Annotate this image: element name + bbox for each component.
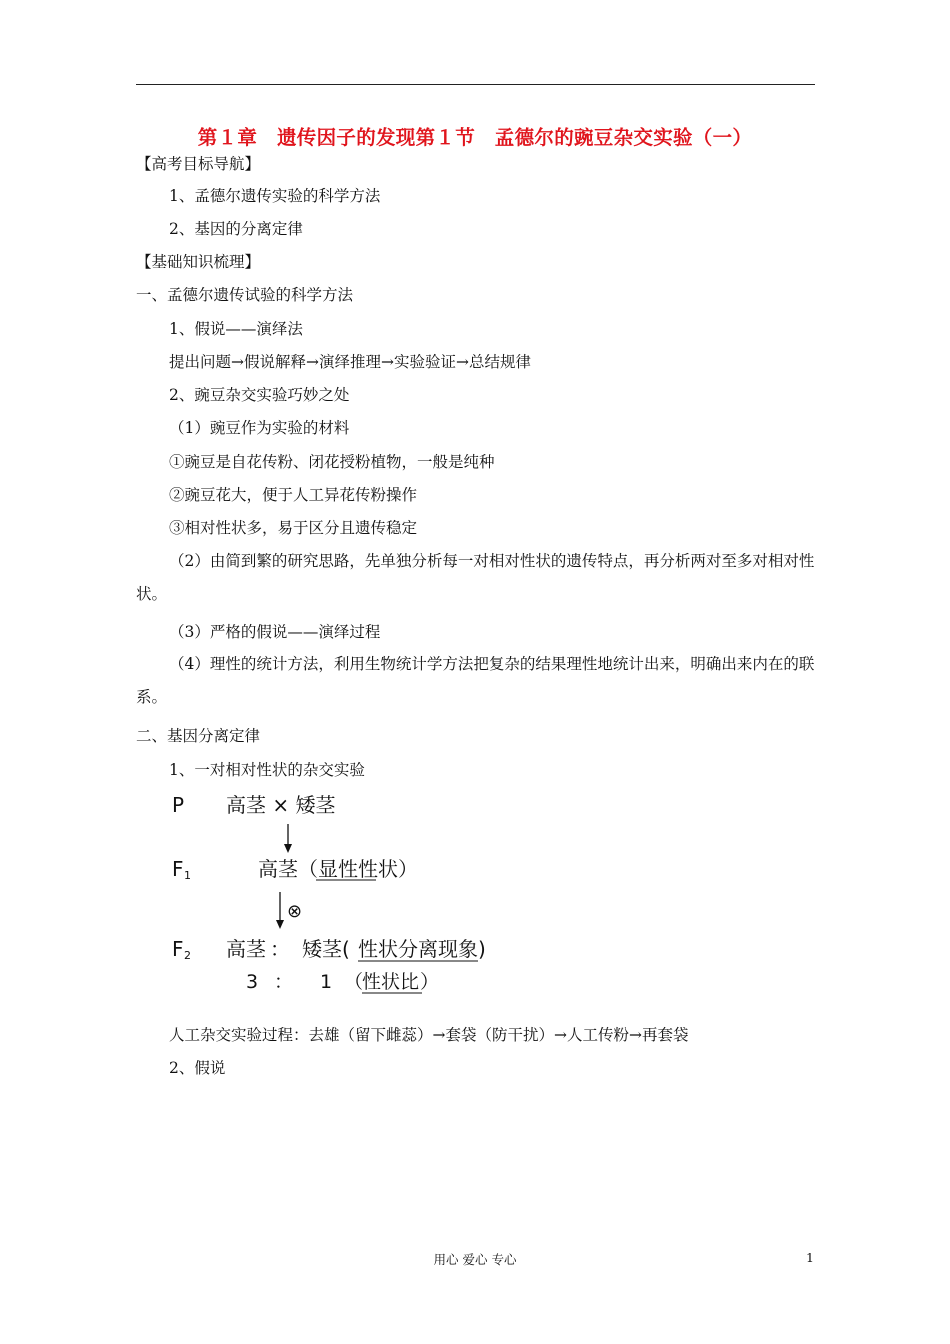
section-heading-two: 二、基因分离定律 [136, 727, 261, 745]
selfing-icon: ⊗ [287, 901, 303, 922]
paragraph: （2）由简到繁的研究思路，先单独分析每一对相对性状的遗传特点，再分析两对至多对相对性状。 [136, 552, 815, 603]
list-item: ①豌豆是自花传粉、闭花授粉植物，一般是纯种 [169, 453, 495, 471]
list-item: 1、假说——演绎法 [169, 320, 303, 338]
ratio-open-paren: （ [344, 971, 364, 993]
list-item: 1、一对相对性状的杂交实验 [169, 761, 365, 779]
section-heading-exam-goals: 【高考目标导航】 [136, 155, 261, 173]
list-item: 1、孟德尔遗传实验的科学方法 [169, 187, 381, 205]
f2-close-paren: ) [478, 937, 486, 961]
ratio-note: 性状比 [362, 971, 420, 993]
list-item: 2、豌豆杂交实验巧妙之处 [169, 386, 350, 404]
f2-colon: ： [270, 937, 290, 961]
f2-tall-text: 高茎 [226, 937, 266, 961]
page-footer: 用心 爱心 专心 [433, 1252, 517, 1267]
arrowhead-icon [284, 844, 292, 853]
header-rule [136, 84, 815, 85]
f1-generation-label: F [172, 857, 184, 881]
page-number: 1 [806, 1250, 814, 1265]
f2-segregation-note: 性状分离现象 [358, 937, 478, 961]
f1-result-text: 高茎（显性性状） [258, 857, 418, 881]
arrowhead-icon [276, 920, 284, 929]
text-line: 提出问题→假说解释→演绎推理→实验验证→总结规律 [169, 353, 531, 371]
list-item: ③相对性状多，易于区分且遗传稳定 [169, 519, 418, 537]
ratio-3: 3 [246, 971, 259, 993]
section-heading-one: 一、孟德尔遗传试验的科学方法 [136, 286, 354, 304]
ratio-colon: ： [274, 971, 294, 993]
p-cross-text: 高茎 × 矮茎 [226, 793, 336, 817]
ratio-close-paren: ） [420, 971, 440, 993]
f2-generation-label: F [172, 937, 184, 961]
list-item: 2、基因的分离定律 [169, 220, 303, 238]
list-item: （1）豌豆作为实验的材料 [169, 419, 350, 437]
f1-subscript: 1 [184, 869, 191, 882]
cross-diagram [160, 784, 520, 1004]
text-line: 人工杂交实验过程：去雄（留下雌蕊）→套袋（防干扰）→人工传粉→再套袋 [169, 1026, 689, 1044]
f2-subscript: 2 [184, 949, 191, 962]
section-heading-basics: 【基础知识梳理】 [136, 253, 261, 271]
p-generation-label: P [172, 793, 185, 817]
paragraph: （4）理性的统计方法，利用生物统计学方法把复杂的结果理性地统计出来，明确出来内在的联系。 [136, 655, 815, 706]
list-item: （3）严格的假说——演绎过程 [169, 623, 381, 641]
page-title: 第１章 遗传因子的发现第１节 孟德尔的豌豆杂交实验（一） [197, 126, 753, 149]
f2-short-text: 矮茎( [302, 937, 350, 961]
list-item: 2、假说 [169, 1059, 226, 1077]
list-item: ②豌豆花大，便于人工异花传粉操作 [169, 486, 418, 504]
ratio-1: 1 [320, 971, 333, 993]
